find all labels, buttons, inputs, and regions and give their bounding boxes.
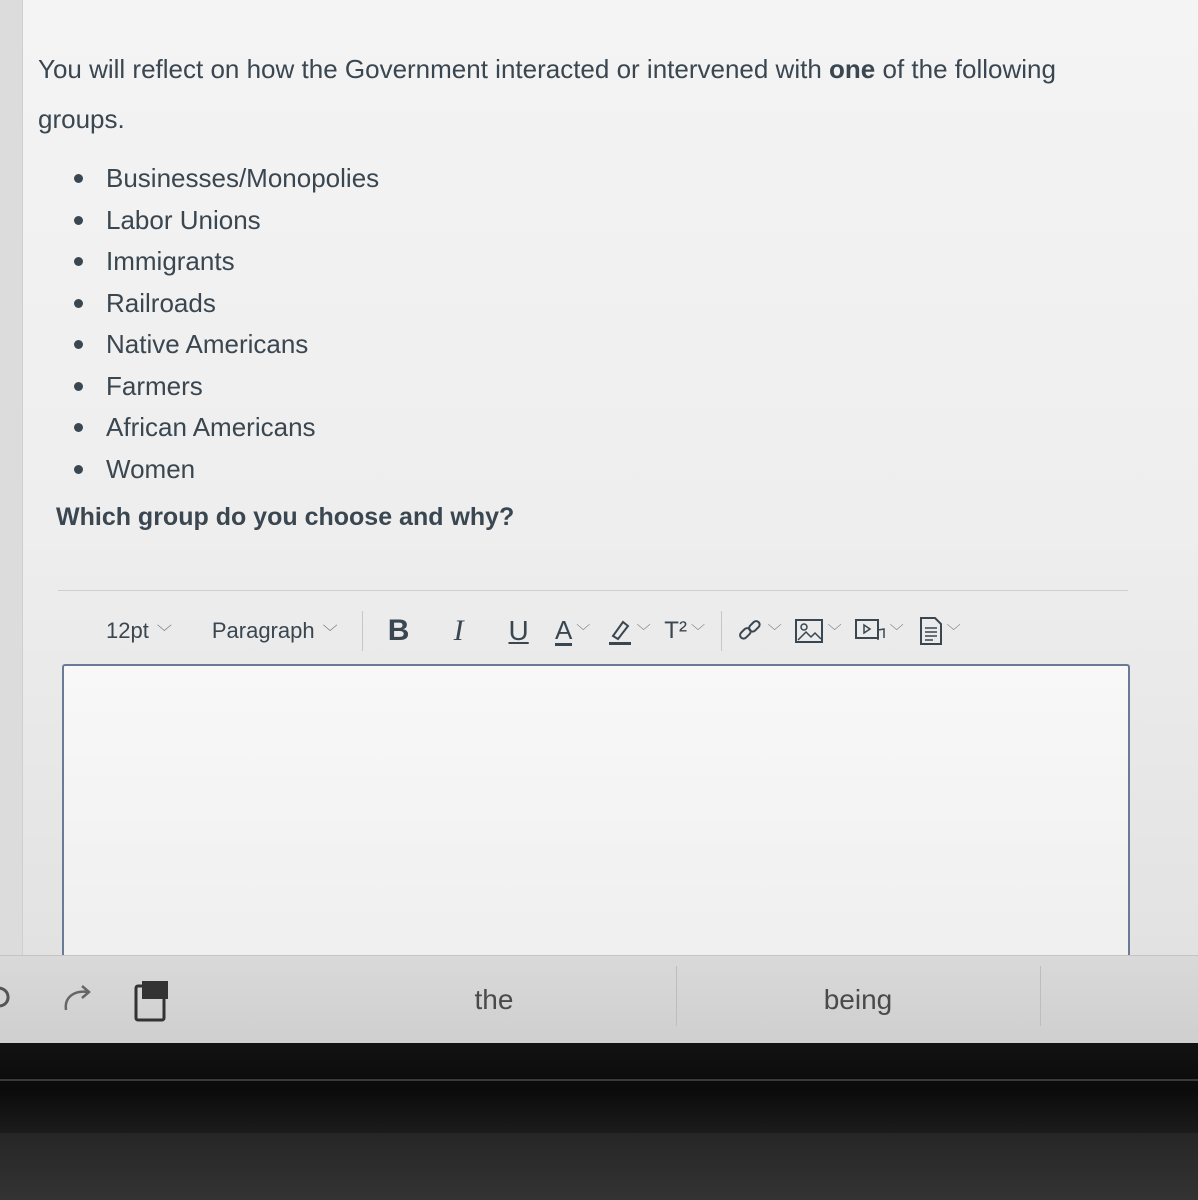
chevron-down-icon: ﹀ [690,623,705,639]
image-button[interactable] [794,609,842,653]
document-button[interactable] [918,609,962,653]
font-size-dropdown[interactable] [106,618,172,644]
link-button[interactable] [736,609,782,653]
intro-paragraph [38,44,1128,144]
bezel-seam [0,1079,1198,1081]
bullet-icon [74,174,83,183]
link-icon [736,617,764,645]
group-label: Women [106,453,196,484]
chevron-down-icon: ﹀ [767,623,782,639]
undo-icon[interactable] [0,978,22,1014]
keyboard-suggestion-bar [0,955,1198,1044]
chevron-down-icon: ﹀ [827,623,842,639]
intro-emphasis: one [829,54,876,84]
text-color-button[interactable] [551,609,595,653]
font-size-value: 12pt [106,618,149,643]
chevron-down-icon: ﹀ [946,623,961,639]
document-icon [919,616,943,646]
list-item [58,200,379,242]
chevron-down-icon: ﹀ [156,623,172,641]
chevron-down-icon: ﹀ [889,623,904,639]
highlight-color-button[interactable] [607,609,651,653]
bullet-icon [74,340,83,349]
suggestion-being[interactable]: being [823,984,893,1015]
chevron-down-icon: ﹀ [322,623,338,641]
group-label: Railroads [106,287,216,318]
chevron-down-icon: ﹀ [636,623,651,639]
rich-text-toolbar [58,606,1138,656]
bullet-icon [74,257,83,266]
bullet-icon [74,382,83,391]
bullet-icon [74,465,83,474]
intro-text-after: of the following groups. [38,54,1056,134]
list-item [58,324,379,366]
intro-text-before: You will reflect on how the Government interacted or intervened with [38,54,830,84]
group-label: Businesses/Monopolies [106,163,380,193]
italic-button[interactable]: I [453,614,464,647]
list-item [58,241,379,283]
divider [58,590,1128,591]
superscript-label: T² [664,617,687,644]
underline-button[interactable]: U [508,615,529,646]
block-format-dropdown[interactable] [212,618,338,644]
redo-icon[interactable] [58,978,98,1018]
bullet-icon [74,423,83,432]
media-button[interactable] [854,609,904,653]
list-item [58,407,379,449]
list-item [58,366,379,408]
list-item [58,449,379,491]
list-item [58,158,379,200]
list-item [58,283,379,325]
image-icon [794,618,824,644]
superscript-button[interactable] [663,609,707,653]
answer-editor[interactable] [62,664,1130,966]
chevron-down-icon: ﹀ [576,623,591,639]
highlighter-icon [607,616,633,646]
media-icon [854,618,886,644]
device-bezel [0,1043,1198,1200]
bullet-icon [74,216,83,225]
group-label: African Americans [106,412,316,442]
group-label: Labor Unions [106,204,261,235]
text-color-letter: A [554,614,573,645]
suggestion-the[interactable]: the [474,984,514,1015]
question-prompt: Which group do you choose and why? [56,503,515,531]
paste-icon[interactable] [132,978,170,1024]
toolbar-separator [721,611,722,651]
bold-button[interactable]: B [387,614,410,647]
suggestion-divider [1040,966,1041,1026]
keyboard-surface [0,1133,1198,1200]
toolbar-separator [362,611,363,651]
group-list [58,158,379,490]
group-label: Immigrants [106,246,235,276]
group-label: Farmers [106,370,203,401]
left-rail [0,0,23,960]
bullet-icon [74,299,83,308]
group-label: Native Americans [106,329,309,359]
block-format-value: Paragraph [211,618,315,643]
